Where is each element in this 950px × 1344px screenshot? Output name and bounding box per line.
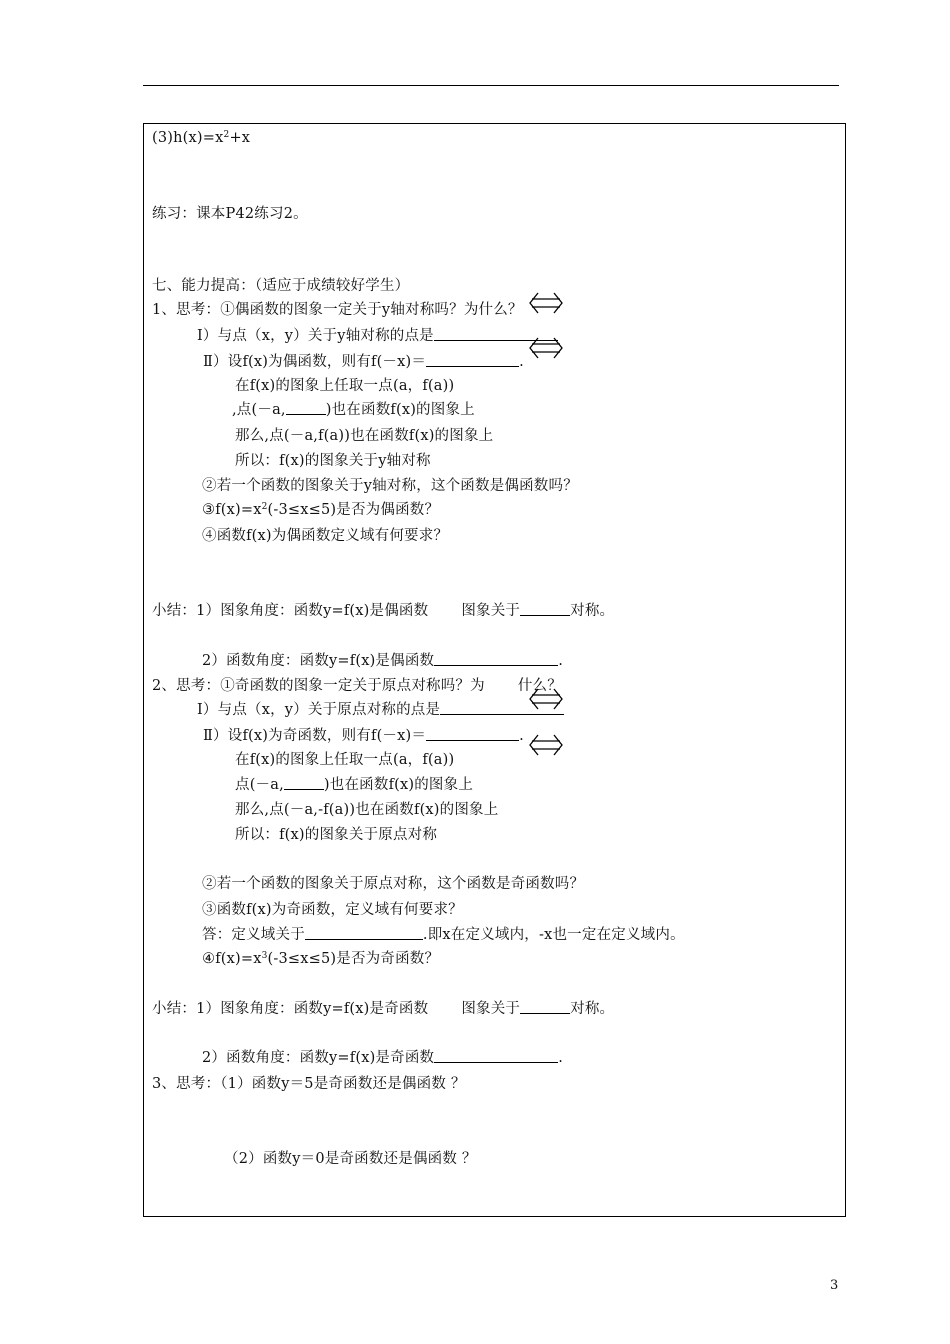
q2-line-a: 2、思考：①奇函数的图象一定关于原点对称吗？为 什么？ — [152, 678, 562, 694]
q2-line-g: 所以：f(x)的图象关于原点对称 — [235, 827, 438, 843]
q2-line-i: ③函数f(x)为奇函数，定义域有何要求？ — [202, 902, 463, 918]
sum2-line-a: 小结：1）图象角度：函数y=f(x)是奇函数 图象关于 对称。 — [152, 1001, 615, 1017]
q2-line-k: $④f(x)=x^3(-3\le x\le 5)$是否为奇函数？ — [202, 951, 440, 967]
q1-line-h: ②若一个函数的图象关于y轴对称，这个函数是偶函数吗？ — [202, 478, 578, 494]
line-practice: 练习：课本P42练习2。 — [152, 206, 308, 222]
q1-line-j: ④函数f(x)为偶函数定义域有何要求？ — [202, 528, 449, 544]
q1-line-f: 那么,点(－a,f(a))也在函数f(x)的图象上 — [235, 428, 494, 444]
q2-line-b: Ⅰ）与点（x，y）关于原点对称的点是 — [197, 700, 564, 720]
q1-line-b: Ⅰ）与点（x，y）关于y轴对称的点是 — [197, 326, 558, 346]
section-7-title: 七、能力提高：（适应于成绩较好学生） — [152, 278, 410, 294]
q1-line-g: 所以：f(x)的图象关于y轴对称 — [235, 453, 431, 469]
q2-line-d: 在f(x)的图象上任取一点(a，f(a)) — [235, 752, 455, 768]
q3-line-b: （2）函数y＝0是奇函数还是偶函数 ？ — [224, 1151, 477, 1167]
q1-line-e: ,点(－a, )也在函数f(x)的图象上 — [232, 402, 475, 418]
iff-arrow-icon — [528, 334, 564, 362]
iff-arrow-icon — [528, 289, 564, 317]
q2-line-e: 点(－a, )也在函数f(x)的图象上 — [235, 777, 474, 793]
q3-line-a: 3、思考：（1）函数y＝5是奇函数还是偶函数 ？ — [152, 1076, 466, 1092]
q1-line-d: 在f(x)的图象上任取一点(a，f(a)) — [235, 378, 455, 394]
iff-arrow-icon — [528, 731, 564, 759]
q2-line-h: ②若一个函数的图象关于原点对称，这个函数是奇函数吗？ — [202, 876, 585, 892]
q1-line-i: $③f(x)=x^2(-3\le x\le 5)$是否为偶函数？ — [202, 502, 440, 518]
sum2-line-b: 2）函数角度：函数y=f(x)是奇函数 . — [202, 1050, 564, 1066]
q2-line-j: 答：定义域关于 .即x在定义域内，-x也一定在定义域内。 — [202, 927, 685, 943]
sum1-line-b: 2）函数角度：函数y=f(x)是偶函数 . — [202, 653, 564, 669]
header-rule — [143, 85, 839, 86]
line-hx: $(3)h(x)=x^2+x$ — [152, 130, 251, 146]
q2-line-c: Ⅱ）设f(x)为奇函数，则有f(－x)＝ . — [203, 728, 524, 744]
q2-line-f: 那么,点(－a,-f(a))也在函数f(x)的图象上 — [235, 802, 499, 818]
q1-line-c: Ⅱ）设f(x)为偶函数，则有f(－x)＝ . — [203, 354, 524, 370]
sum1-line-a: 小结：1）图象角度：函数y=f(x)是偶函数 图象关于 对称。 — [152, 603, 615, 619]
iff-arrow-icon — [528, 685, 564, 713]
q1-line-a: 1、思考：①偶函数的图象一定关于y轴对称吗？为什么？ — [152, 302, 523, 318]
page-number: 3 — [830, 1278, 839, 1293]
